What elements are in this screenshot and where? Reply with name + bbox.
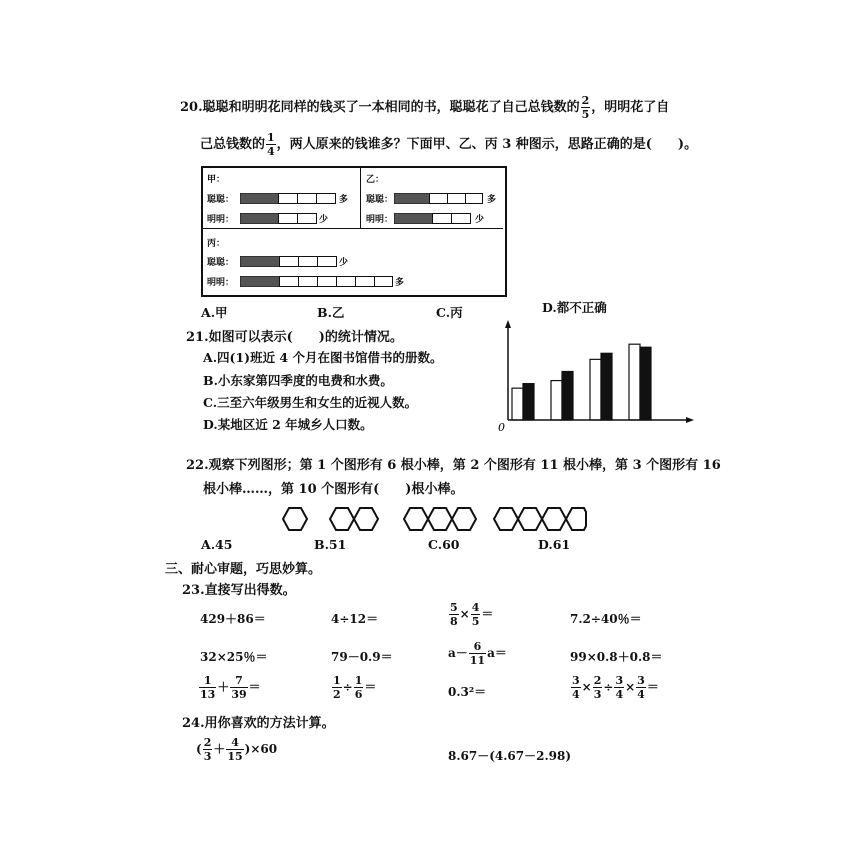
diagram-jia-bar2 (240, 213, 320, 225)
q21-option-b[interactable]: B.小东家第四季度的电费和水费。 (203, 373, 393, 388)
q20-option-c[interactable]: C.丙 (436, 305, 463, 320)
q24-stem: 24.用你喜欢的方法计算。 (182, 716, 335, 731)
q21-origin-label: 0 (498, 421, 505, 433)
q21-option-d[interactable]: D.某地区近 2 年城乡人口数。 (203, 417, 373, 432)
q23-r2c2: 79－0.9＝ (331, 650, 393, 664)
q20-line1: 20.聪聪和明明花同样的钱买了一本相同的书，聪聪花了自己总钱数的 $\frac{2}{5}$ ，明明花了自 (180, 94, 670, 121)
q22-line1: 22.观察下列图形；第 1 个图形有 6 根小棒，第 2 个图形有 11 根小棒，第 3 个图形有 16 (186, 458, 721, 473)
q23-r2c1: 32×25％＝ (200, 650, 268, 664)
q20-divider-horizontal (203, 228, 503, 229)
diagram-yi-row1-label: 聪聪： (366, 195, 394, 205)
diagram-bing-title: 丙： (207, 239, 226, 249)
diagram-jia-bar1 (240, 193, 340, 205)
q23-r3c3: 0.3²＝ (448, 685, 487, 699)
diagram-bing-row1-suffix: 少 (339, 258, 349, 268)
q21-bar-group1-series1 (512, 388, 523, 420)
q22-option-b[interactable]: B.51 (314, 537, 347, 552)
diagram-bing-row2-label: 明明： (207, 278, 235, 288)
q23-r3c2: $\frac{1}{2}$ ÷ $\frac{1}{6}$ ＝ (333, 674, 377, 701)
diagram-bing-bar2 (240, 276, 396, 288)
q20-line2: 己总钱数的 $\frac{1}{4}$ ，两人原来的钱谁多？下面甲、乙、丙 3 种图示，思路正确的是( )。 (200, 131, 698, 158)
diagram-yi-title: 乙： (366, 175, 385, 185)
q22-option-c[interactable]: C.60 (428, 537, 460, 552)
q20-option-b[interactable]: B.乙 (317, 305, 345, 320)
q22-option-d[interactable]: D.61 (538, 537, 571, 552)
q23-r2c4: 99×0.8＋0.8＝ (570, 650, 663, 664)
diagram-yi-row2-suffix: 少 (475, 215, 485, 225)
q21-bar-group3-series2 (601, 353, 612, 420)
q21-bar-group4-series1 (629, 344, 640, 420)
diagram-bing-row2-suffix: 多 (395, 278, 405, 288)
hexagon-figure-3 (404, 508, 476, 530)
q20-fraction-2-5: $\frac{2}{5}$ (581, 94, 590, 121)
q21-bar-group3-series1 (590, 359, 601, 420)
q21-bar-group2-series2 (562, 371, 573, 420)
q21-option-a[interactable]: A.四(1)班近 4 个月在图书馆借书的册数。 (203, 350, 443, 365)
q22-hexagon-figures (280, 498, 590, 540)
diagram-yi-bar1 (394, 193, 486, 205)
q24-expression-2: 8.67－(4.67－2.98) (448, 749, 572, 763)
hexagon-figure-4 (494, 508, 586, 530)
diagram-yi-row1-suffix: 多 (487, 195, 497, 205)
q20-divider-vertical (360, 168, 361, 228)
q23-r2c3: a－ $\frac{6}{11}$ a＝ (448, 640, 507, 667)
q21-bar-group4-series2 (640, 347, 651, 420)
q21-x-axis-arrow (686, 417, 694, 423)
q22-option-a[interactable]: A.45 (201, 537, 233, 552)
diagram-yi-bar2 (394, 213, 474, 225)
diagram-bing-row1-label: 聪聪： (207, 258, 235, 268)
q21-option-c[interactable]: C.三至六年级男生和女生的近视人数。 (203, 395, 418, 410)
diagram-jia-row1-suffix: 多 (339, 195, 349, 205)
hexagon-figure-2 (330, 508, 378, 530)
q21-bar-group2-series1 (551, 381, 562, 420)
q23-r1c4: 7.2÷40％＝ (570, 612, 642, 626)
q21-bar-chart (498, 318, 698, 433)
q23-r1c3: $\frac{5}{8}$ × $\frac{4}{5}$ ＝ (450, 601, 494, 628)
diagram-jia-row2-label: 明明： (207, 215, 235, 225)
q21-y-axis-arrow (505, 320, 511, 328)
diagram-jia-title: 甲： (207, 175, 226, 185)
q24-expression-1: ( $\frac{2}{3}$ ＋ $\frac{4}{15}$ )×60 (196, 736, 278, 763)
q23-stem: 23.直接写出得数。 (182, 583, 296, 598)
q22-line2: 根小棒……，第 10 个图形有( )根小棒。 (203, 482, 464, 497)
q20-option-d[interactable]: D.都不正确 (542, 300, 607, 315)
q23-r3c4: $\frac{3}{4}$ × $\frac{2}{3}$ ÷ $\frac{3}{4}$ × $\frac{3}{4}$ ＝ (572, 674, 659, 701)
diagram-bing-bar1 (240, 256, 340, 268)
diagram-yi-row2-label: 明明： (366, 215, 394, 225)
q23-r1c1: 429＋86＝ (200, 612, 266, 626)
q20-option-a[interactable]: A.甲 (201, 305, 228, 320)
q20-fraction-1-4: $\frac{1}{4}$ (267, 131, 275, 158)
q21-bars-group (512, 344, 651, 420)
section3-heading: 三、耐心审题，巧思妙算。 (165, 562, 322, 577)
q21-stem: 21.如图可以表示( )的统计情况。 (186, 330, 403, 345)
hexagon-figure-1 (283, 508, 307, 530)
q23-r3c1: $\frac{1}{13}$ ＋ $\frac{7}{39}$ ＝ (200, 674, 261, 701)
diagram-jia-row2-suffix: 少 (319, 215, 329, 225)
diagram-jia-row1-label: 聪聪： (207, 195, 235, 205)
q23-r1c2: 4÷12＝ (331, 612, 379, 626)
q21-bar-group1-series2 (523, 384, 534, 420)
